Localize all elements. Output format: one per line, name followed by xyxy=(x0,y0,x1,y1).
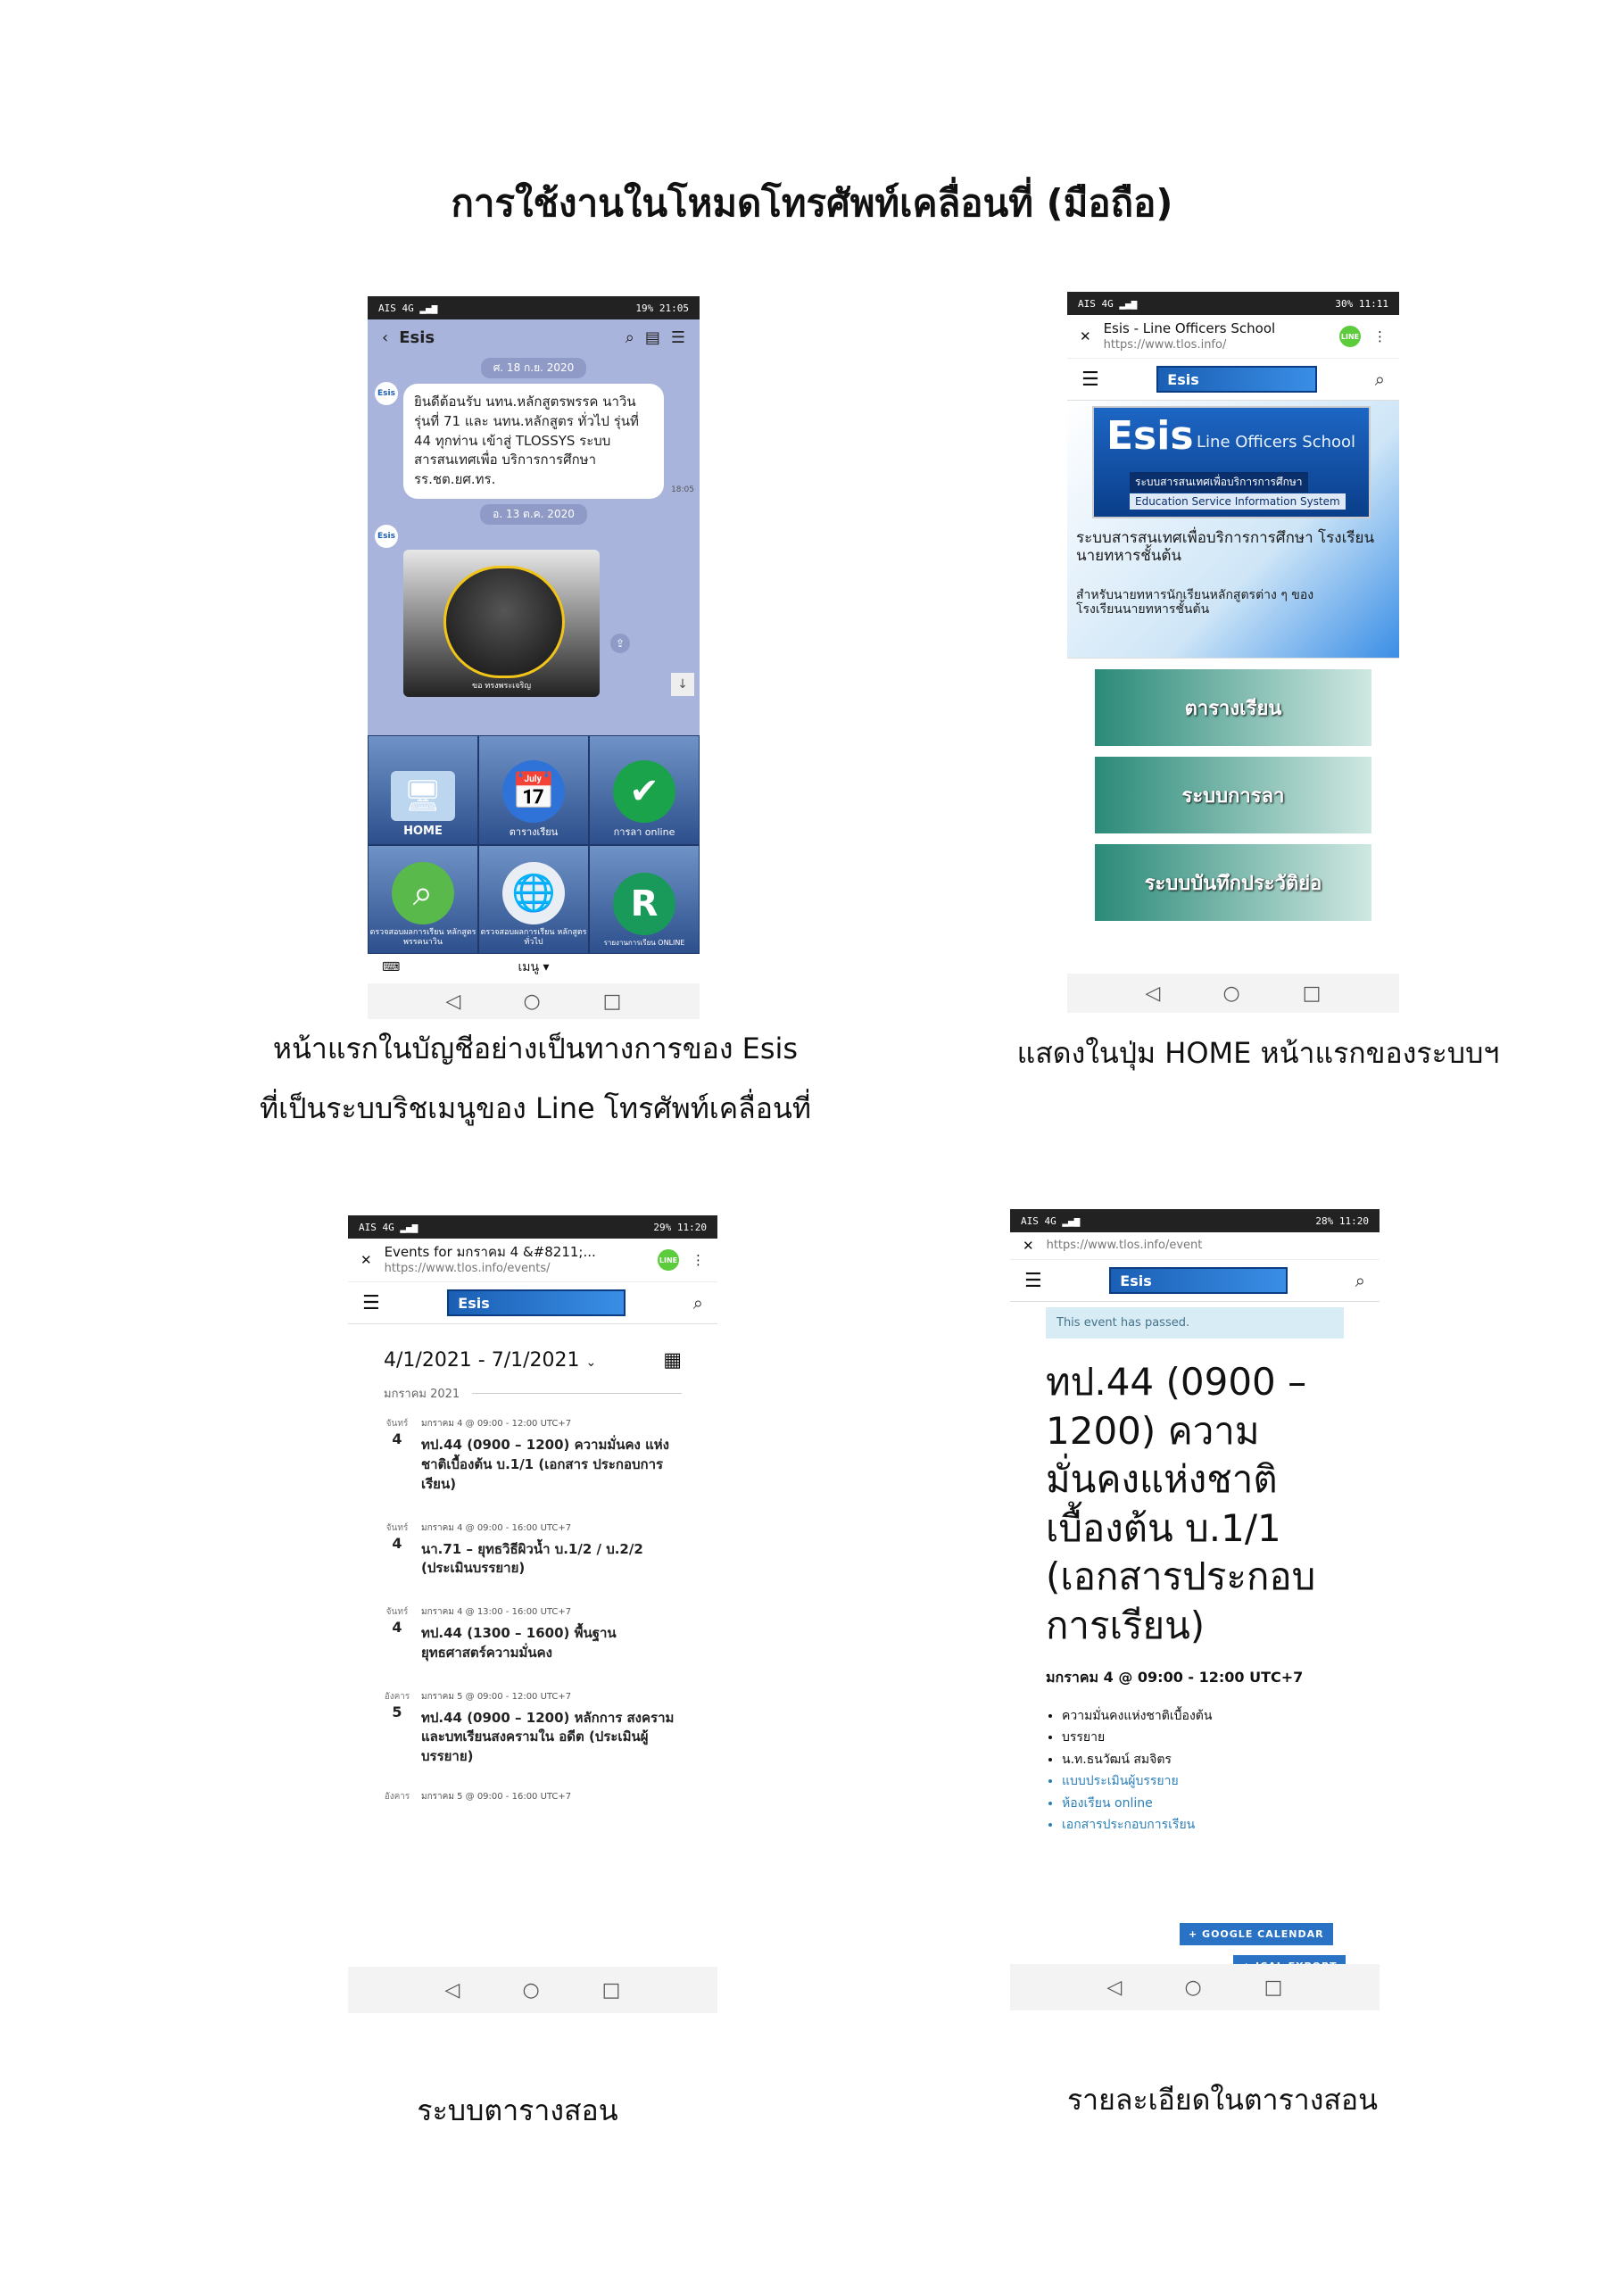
avatar[interactable]: Esis xyxy=(375,382,398,405)
globe-search-icon: 🌐 xyxy=(502,862,565,924)
event-meta: มกราคม 4 @ 09:00 - 12:00 UTC+7 xyxy=(421,1419,572,1430)
timetable-button[interactable]: ตารางเรียน xyxy=(1095,669,1371,746)
caption-phone4: รายละเอียดในตารางสอน xyxy=(1066,2083,1379,2117)
event-meta: มกราคม 4 @ 09:00 - 16:00 UTC+7 xyxy=(421,1522,572,1533)
date-pill: ศ. 18 ก.ย. 2020 xyxy=(481,358,587,378)
phone-event-detail xyxy=(1010,1209,1380,2010)
status-right: 28% 11:20 xyxy=(1315,1214,1369,1227)
nav-back-icon[interactable]: ◁ xyxy=(444,1978,460,2002)
hamburger-icon[interactable]: ☰ xyxy=(1081,368,1099,391)
leave-system-button[interactable]: ระบบการลา xyxy=(1095,757,1371,833)
menu-grades-navy[interactable] xyxy=(368,845,478,955)
status-right: 29% 11:20 xyxy=(653,1221,707,1233)
menu-grades-general[interactable] xyxy=(478,845,589,955)
chat-area xyxy=(368,319,700,735)
line-badge[interactable]: LINE xyxy=(1339,326,1361,347)
date-range-picker[interactable] xyxy=(348,1324,717,1384)
back-icon[interactable]: ‹ xyxy=(382,328,389,347)
event-title[interactable]: ทป.44 (1300 – 1600) พื้นฐาน ยุทธศาสตร์ความมั่นคง xyxy=(421,1625,617,1661)
resume-system-button[interactable]: ระบบบันทึกประวัติย่อ xyxy=(1095,844,1371,921)
android-nav-bar xyxy=(348,1967,717,2013)
event-passed-notice: This event has passed. xyxy=(1046,1307,1344,1339)
hero-strip2: Education Service Information System xyxy=(1130,493,1346,510)
caption-phone3: ระบบตารางสอน xyxy=(417,2093,618,2127)
google-calendar-button[interactable]: + GOOGLE CALENDAR xyxy=(1180,1923,1333,1945)
browser-bar xyxy=(1010,1232,1380,1260)
phone-esis-home xyxy=(1067,292,1399,1013)
nav-back-icon[interactable]: ◁ xyxy=(445,990,461,1013)
event-row[interactable] xyxy=(348,1403,717,1494)
status-left: AIS 4G ▂▄▆ xyxy=(1078,297,1138,310)
event-row[interactable] xyxy=(348,1663,717,1767)
menu-label: ตารางเรียน xyxy=(509,826,559,839)
welcome-message: ยินดีต้อนรับ นทน.หลักสูตรพรรค นาวิน รุ่นที่ 71 และ นทน.หลักสูตร ทั่วไป รุ่นที่ 44 ทุกท่าน เข้าสู่ TLOSSYS ระบบสารสนเทศเพื่อ บริการการศึกษา รร.ชต.ยศ.ทร. xyxy=(403,384,664,499)
event-meta: มกราคม 4 @ 13:00 - 16:00 UTC+7 xyxy=(421,1607,572,1618)
menu-label: การลา online xyxy=(613,826,675,839)
close-icon[interactable]: ✕ xyxy=(1080,328,1091,345)
event-date: อังคาร 5 xyxy=(384,1691,410,1720)
phone-line-chat xyxy=(368,296,700,1019)
site-header xyxy=(348,1282,717,1324)
menu-timetable[interactable] xyxy=(478,735,589,845)
nav-recents-icon[interactable]: □ xyxy=(602,990,622,1013)
search-icon: ⌕ xyxy=(392,862,454,924)
event-row[interactable] xyxy=(348,1767,717,1809)
hero-text-2: สำหรับนายทหารนักเรียนหลักสูตรต่าง ๆ ของ โรงเรียนนายทหารชั้นต้น xyxy=(1076,588,1314,618)
nav-home-icon[interactable]: ○ xyxy=(1222,982,1240,1005)
status-bar xyxy=(1067,292,1399,315)
status-right: 19% 21:05 xyxy=(635,302,689,314)
nav-recents-icon[interactable]: □ xyxy=(601,1978,621,2002)
nav-back-icon[interactable]: ◁ xyxy=(1145,982,1161,1005)
photo-caption: ขอ ทรงพระเจริญ xyxy=(471,682,532,691)
menu-report-online[interactable] xyxy=(589,845,700,955)
message-time: 18:05 xyxy=(671,485,694,494)
android-nav-bar xyxy=(368,983,700,1019)
hamburger-icon[interactable]: ☰ xyxy=(1024,1269,1042,1292)
hero-banner xyxy=(1067,401,1399,659)
hero-big: Esis xyxy=(1106,413,1194,460)
menu-label: รายงานการเรียน ONLINE xyxy=(603,939,685,948)
calendar-icon: 📅 xyxy=(502,760,565,823)
share-icon[interactable]: ⇪ xyxy=(610,634,630,653)
logo-text: Esis xyxy=(1167,370,1199,388)
course-document-link[interactable]: • เอกสารประกอบการเรียน xyxy=(1062,1814,1344,1836)
menu-leave-online[interactable] xyxy=(589,735,700,845)
detail-item: • บรรยาย xyxy=(1062,1727,1344,1749)
event-date: อังคาร xyxy=(384,1791,410,1802)
close-icon[interactable]: ✕ xyxy=(360,1252,372,1269)
esis-logo[interactable] xyxy=(1109,1267,1288,1294)
status-left: AIS 4G ▂▄▆ xyxy=(378,302,438,314)
rich-menu-toggle[interactable]: เมนู ▾ xyxy=(518,960,550,974)
check-icon: ✔ xyxy=(613,760,675,823)
event-meta: มกราคม 5 @ 09:00 - 16:00 UTC+7 xyxy=(421,1791,572,1802)
url: https://www.tlos.info/event xyxy=(1046,1238,1203,1252)
portrait-image xyxy=(443,566,565,678)
event-date: จันทร์ 4 xyxy=(385,1522,409,1552)
hero-sub: Line Officers School xyxy=(1197,433,1356,452)
status-bar xyxy=(1010,1209,1380,1232)
menu-label: ตรวจสอบผลการเรียน หลักสูตรพรรคนาวิน xyxy=(369,928,476,948)
site-header xyxy=(1067,359,1399,401)
date-range: 4/1/2021 - 7/1/2021 xyxy=(384,1349,580,1372)
site-header xyxy=(1010,1260,1380,1302)
esis-logo[interactable] xyxy=(447,1289,626,1316)
event-title: ทป.44 (0900 – 1200) ความมั่นคงแห่งชาติเบื้องต้น บ.1/1 (เอกสารประกอบการเรียน) xyxy=(1046,1360,1316,1647)
esis-logo[interactable] xyxy=(1156,366,1317,393)
search-icon[interactable]: ⌕ xyxy=(1374,369,1385,391)
nav-home-icon[interactable]: ○ xyxy=(1184,1976,1202,1999)
chat-footer xyxy=(368,954,700,981)
status-left: AIS 4G ▂▄▆ xyxy=(1021,1214,1081,1227)
close-icon[interactable]: ✕ xyxy=(1023,1238,1034,1254)
status-bar xyxy=(348,1215,717,1239)
status-right: 30% 11:11 xyxy=(1335,297,1388,310)
nav-recents-icon[interactable]: □ xyxy=(1264,1976,1283,1999)
browser-bar xyxy=(348,1239,717,1282)
menu-label: HOME xyxy=(403,824,443,838)
date-pill: อ. 13 ต.ค. 2020 xyxy=(480,504,587,525)
android-nav-bar xyxy=(1010,1964,1380,2010)
chevron-down-icon: ⌄ xyxy=(585,1355,597,1371)
r-logo-icon: R xyxy=(613,873,675,935)
detail-item: • น.ท.ธนวัฒน์ สมจิตร xyxy=(1062,1749,1344,1771)
scroll-down-icon[interactable]: ↓ xyxy=(671,673,694,696)
more-icon[interactable]: ⋮ xyxy=(1373,328,1387,345)
url: https://www.tlos.info/ xyxy=(1103,337,1227,352)
event-row[interactable] xyxy=(348,1495,717,1579)
caption-phone1-line2: ที่เป็นระบบริชเมนูของ Line โทรศัพท์เคลื่อนที่ xyxy=(260,1091,811,1125)
avatar[interactable]: Esis xyxy=(375,525,398,548)
browser-bar xyxy=(1067,315,1399,359)
nav-home-icon[interactable]: ○ xyxy=(522,1978,540,2002)
online-classroom-link[interactable]: • ห้องเรียน online xyxy=(1062,1793,1344,1815)
tab-title: Esis - Line Officers School xyxy=(1103,320,1276,336)
url: https://www.tlos.info/events/ xyxy=(384,1261,551,1275)
caption-phone1-line1: หน้าแรกในบัญชีอย่างเป็นทางการของ Esis xyxy=(272,1032,799,1065)
logo-text: Esis xyxy=(458,1294,490,1312)
line-badge[interactable]: LINE xyxy=(658,1249,679,1271)
search-icon[interactable]: ⌕ xyxy=(692,1292,703,1314)
android-nav-bar xyxy=(1067,974,1399,1013)
tab-title: Events for มกราคม 4 &#8211;... xyxy=(384,1244,596,1260)
detail-item: • ความมั่นคงแห่งชาติเบื้องต้น xyxy=(1062,1705,1344,1728)
nav-back-icon[interactable]: ◁ xyxy=(1106,1976,1123,1999)
status-left: AIS 4G ▂▄▆ xyxy=(359,1221,418,1233)
evaluation-link[interactable]: • แบบประเมินผู้บรรยาย xyxy=(1062,1770,1344,1793)
menu-label: ตรวจสอบผลการเรียน หลักสูตรทั่วไป xyxy=(480,928,587,948)
event-title[interactable]: ทป.44 (0900 – 1200) หลักการ สงครามและบทเรียนสงครามใน อดีต (ประเมินผู้บรรยาย) xyxy=(421,1709,675,1765)
caption-phone2: แสดงในปุ่ม HOME หน้าแรกของระบบฯ xyxy=(1016,1036,1500,1070)
logo-text: Esis xyxy=(1120,1272,1152,1289)
rich-menu xyxy=(368,735,700,954)
more-icon[interactable]: ⋮ xyxy=(692,1252,705,1269)
hero-strip: ระบบสารสนเทศเพื่อบริการการศึกษา xyxy=(1130,472,1308,493)
event-title[interactable]: ทป.44 (0900 – 1200) ความมั่นคง แห่งชาติเบื้องต้น บ.1/1 (เอกสาร ประกอบการเรียน) xyxy=(421,1437,669,1492)
event-title[interactable]: นา.71 – ยุทธวิธีผิวน้ำ บ.1/2 / บ.2/2 (ประเมินบรรยาย) xyxy=(421,1540,643,1577)
nav-recents-icon[interactable]: □ xyxy=(1302,982,1322,1005)
chat-header xyxy=(368,319,700,356)
search-icon[interactable]: ⌕ xyxy=(625,328,634,347)
event-row[interactable] xyxy=(348,1579,717,1663)
hero-text-1: ระบบสารสนเทศเพื่อบริการการศึกษา โรงเรียนนายทหารชั้นต้น xyxy=(1076,529,1375,565)
event-details-list xyxy=(1010,1689,1380,1836)
event-date: จันทร์ 4 xyxy=(385,1607,409,1637)
nav-home-icon[interactable]: ○ xyxy=(523,990,541,1013)
page-title: การใช้งานในโหมดโทรศัพท์เคลื่อนที่ (มือถือ) xyxy=(451,181,1173,225)
chat-title: Esis xyxy=(399,328,435,347)
menu-home[interactable] xyxy=(368,735,478,845)
keyboard-icon[interactable]: ⌨ xyxy=(382,960,401,974)
hero-logo xyxy=(1092,406,1371,518)
status-bar xyxy=(368,296,700,319)
photo-card[interactable] xyxy=(403,550,600,697)
phone-events-list xyxy=(348,1215,717,2013)
event-time: มกราคม 4 @ 09:00 - 12:00 UTC+7 xyxy=(1046,1668,1304,1686)
monitor-icon: 🖥 xyxy=(391,771,455,821)
menu-icon[interactable]: ☰ xyxy=(670,328,685,347)
event-meta: มกราคม 5 @ 09:00 - 12:00 UTC+7 xyxy=(421,1691,572,1702)
notes-icon[interactable]: ▤ xyxy=(644,328,660,347)
search-icon[interactable]: ⌕ xyxy=(1355,1270,1365,1291)
month-label: มกราคม 2021 xyxy=(384,1388,460,1402)
hamburger-icon[interactable]: ☰ xyxy=(362,1291,380,1314)
month-separator xyxy=(348,1384,717,1403)
event-date: จันทร์ 4 xyxy=(385,1419,409,1448)
list-view-icon[interactable]: ▦ xyxy=(663,1349,682,1372)
